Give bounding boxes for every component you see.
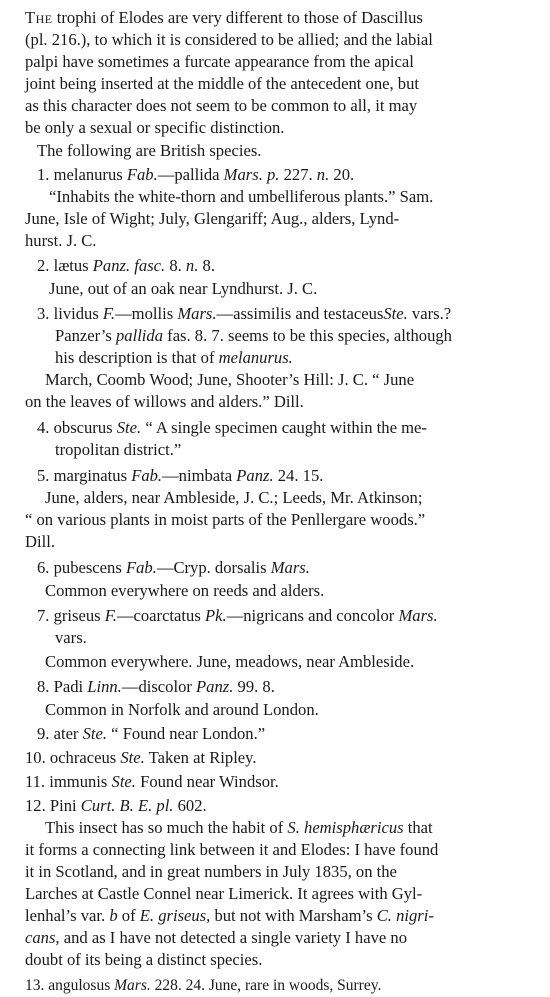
italic-text: b [109,906,118,925]
species-note [25,905,434,927]
species-note: it forms a connecting link between it and Elodes: I have found [25,840,439,859]
species-note [25,927,407,949]
intro-text: trophi of Elodes are very different to those of Dascillus [56,8,423,27]
intro-small-caps: The [25,8,53,27]
italic-text: Panz. [236,466,274,485]
species-note: Dill. [25,532,55,551]
species-note: “Inhabits the white-thorn and umbelliferous plants.” Sam. [49,187,434,206]
text-run: 5. marginatus [37,466,132,485]
italic-text: Mars. [114,977,151,994]
species-note: hurst. J. C. [25,231,97,250]
text-run: 228. 24. June, rare in woods, Surrey. [150,977,382,994]
text-run: —coarctatus [116,606,205,625]
text-run: 20. [329,165,355,184]
species-entry-3 [37,303,451,325]
italic-text: C. nigri- [376,906,434,925]
italic-text: F. [104,606,117,625]
species-entry-1 [37,164,354,186]
text-run: 8. Padi [37,677,88,696]
text-run: 6. pubescens [37,558,126,577]
species-note: Common everywhere. June, meadows, near Ambleside. [45,652,415,671]
italic-text: F. [102,304,116,323]
species-note [55,325,452,347]
text-run: but not with Marsham’s [210,906,377,925]
species-entry-13 [25,975,381,997]
text-run: —mollis [115,304,178,323]
text-run: lenhal’s var. [25,906,110,925]
species-note: March, Coomb Wood; June, Shooter’s Hill: J. C. “ June [45,370,415,389]
species-note: it in Scotland, and in great numbers in July 1835, on the [25,862,397,881]
italic-text: Ste. [120,748,145,767]
intro-line: joint being inserted at the middle of the antecedent one, but [25,74,419,93]
text-run: Panzer’s [55,326,116,345]
text-run: 13. angulosus [25,977,115,994]
species-entry-8 [37,676,275,698]
species-note: doubt of its being a distinct species. [25,950,263,969]
species-entry-4 [37,417,427,439]
species-note [55,347,293,369]
text-run: 2. lætus [37,256,93,275]
species-entry-2 [37,255,215,277]
text-run: —Cryp. dorsalis [156,558,271,577]
italic-text: Linn. [87,677,122,696]
italic-text: Mars. p. [223,165,280,184]
intro-line: be only a sexual or specific distinction. [25,118,285,137]
text-run: of [117,906,140,925]
intro-line: (pl. 216.), to which it is considered to be allied; and the labial [25,30,433,49]
text-run: 7. griseus [37,606,105,625]
species-note: June, out of an oak near Lyndhurst. J. C. [49,279,318,298]
species-entry-7 [37,605,438,627]
italic-text: Fab. [126,165,158,184]
species-entry-9 [37,723,265,745]
italic-text: n. [316,165,330,184]
species-note: vars. [55,628,87,647]
text-run: —nigricans and concolor [226,606,399,625]
species-entry-10 [25,747,257,769]
intro-line: palpi have sometimes a furcate appearance from the apical [25,52,414,71]
italic-text: Mars. [270,558,310,577]
text-run: 602. [173,796,207,815]
italic-text: Panz. [196,677,234,696]
italic-text: E. griseus, [139,906,211,925]
intro-line: as this character does not seem to be common to all, it may [25,96,418,115]
text-run: —assimilis and testaceus [216,304,384,323]
italic-text: Ste. [111,772,136,791]
species-entry-12 [25,795,207,817]
italic-text: Pk. [204,606,227,625]
text-run: 227. [279,165,317,184]
italic-text: n. [185,256,199,275]
italic-text: Mars. [177,304,217,323]
species-note [45,817,433,839]
text-run: 8. [198,256,215,275]
text-run: 99. 8. [233,677,275,696]
italic-text: Ste. [383,304,408,323]
species-note: Common in Norfolk and around London. [45,700,319,719]
text-run: 8. [165,256,186,275]
text-run: —discolor [121,677,197,696]
species-note: “ on various plants in moist parts of the Penllergare woods.” [25,510,426,529]
text-run: 9. ater [37,724,83,743]
text-run: 3. lividus [37,304,103,323]
text-run: —nimbata [162,466,237,485]
text-run: 4. obscurus [37,418,117,437]
italic-text: cans, [25,928,60,947]
italic-text: Ste. [82,724,108,743]
italic-text: pallida [115,326,164,345]
text-run: his description is that of [55,348,219,367]
italic-text: S. hemisphæricus [287,818,404,837]
species-entry-11 [25,771,279,793]
text-run: vars.? [407,304,452,323]
text-run: Taken at Ripley. [144,748,257,767]
species-note: Larches at Castle Connel near Limerick. It agrees with Gyl- [25,884,423,903]
text-run: 12. Pini [25,796,81,815]
text-run: “ A single specimen caught within the me- [141,418,427,437]
species-note: Common everywhere on reeds and alders. [45,581,325,600]
text-run: 1. melanurus [37,165,127,184]
species-entry-5 [37,465,323,487]
text-run: 10. ochraceus [25,748,121,767]
text-run: 24. 15. [273,466,324,485]
intro-line: The following are British species. [37,141,262,160]
species-entry-6 [37,557,310,579]
intro-line [25,7,423,29]
text-run: 11. immunis [25,772,112,791]
text-run: —pallida [157,165,224,184]
text-run: “ Found near London.” [107,724,266,743]
text-run: that [403,818,433,837]
species-note: June, alders, near Ambleside, J. C.; Leeds, Mr. Atkinson; [45,488,423,507]
text-run: and as I have not detected a single variety I have no [59,928,407,947]
text-run: Found near Windsor. [135,772,279,791]
italic-text: Mars. [398,606,438,625]
species-note: tropolitan district.” [55,440,182,459]
italic-text: Fab. [131,466,163,485]
species-note: June, Isle of Wight; July, Glengariff; Aug., alders, Lynd- [25,209,400,228]
species-note: on the leaves of willows and alders.” Dill. [25,392,304,411]
text-run: fas. 8. 7. seems to be this species, although [163,326,452,345]
italic-text: Curt. B. E. pl. [80,796,174,815]
italic-text: Ste. [116,418,142,437]
italic-text: Panz. fasc. [92,256,166,275]
italic-text: melanurus. [218,348,293,367]
text-run: This insect has so much the habit of [45,818,288,837]
italic-text: Fab. [125,558,157,577]
